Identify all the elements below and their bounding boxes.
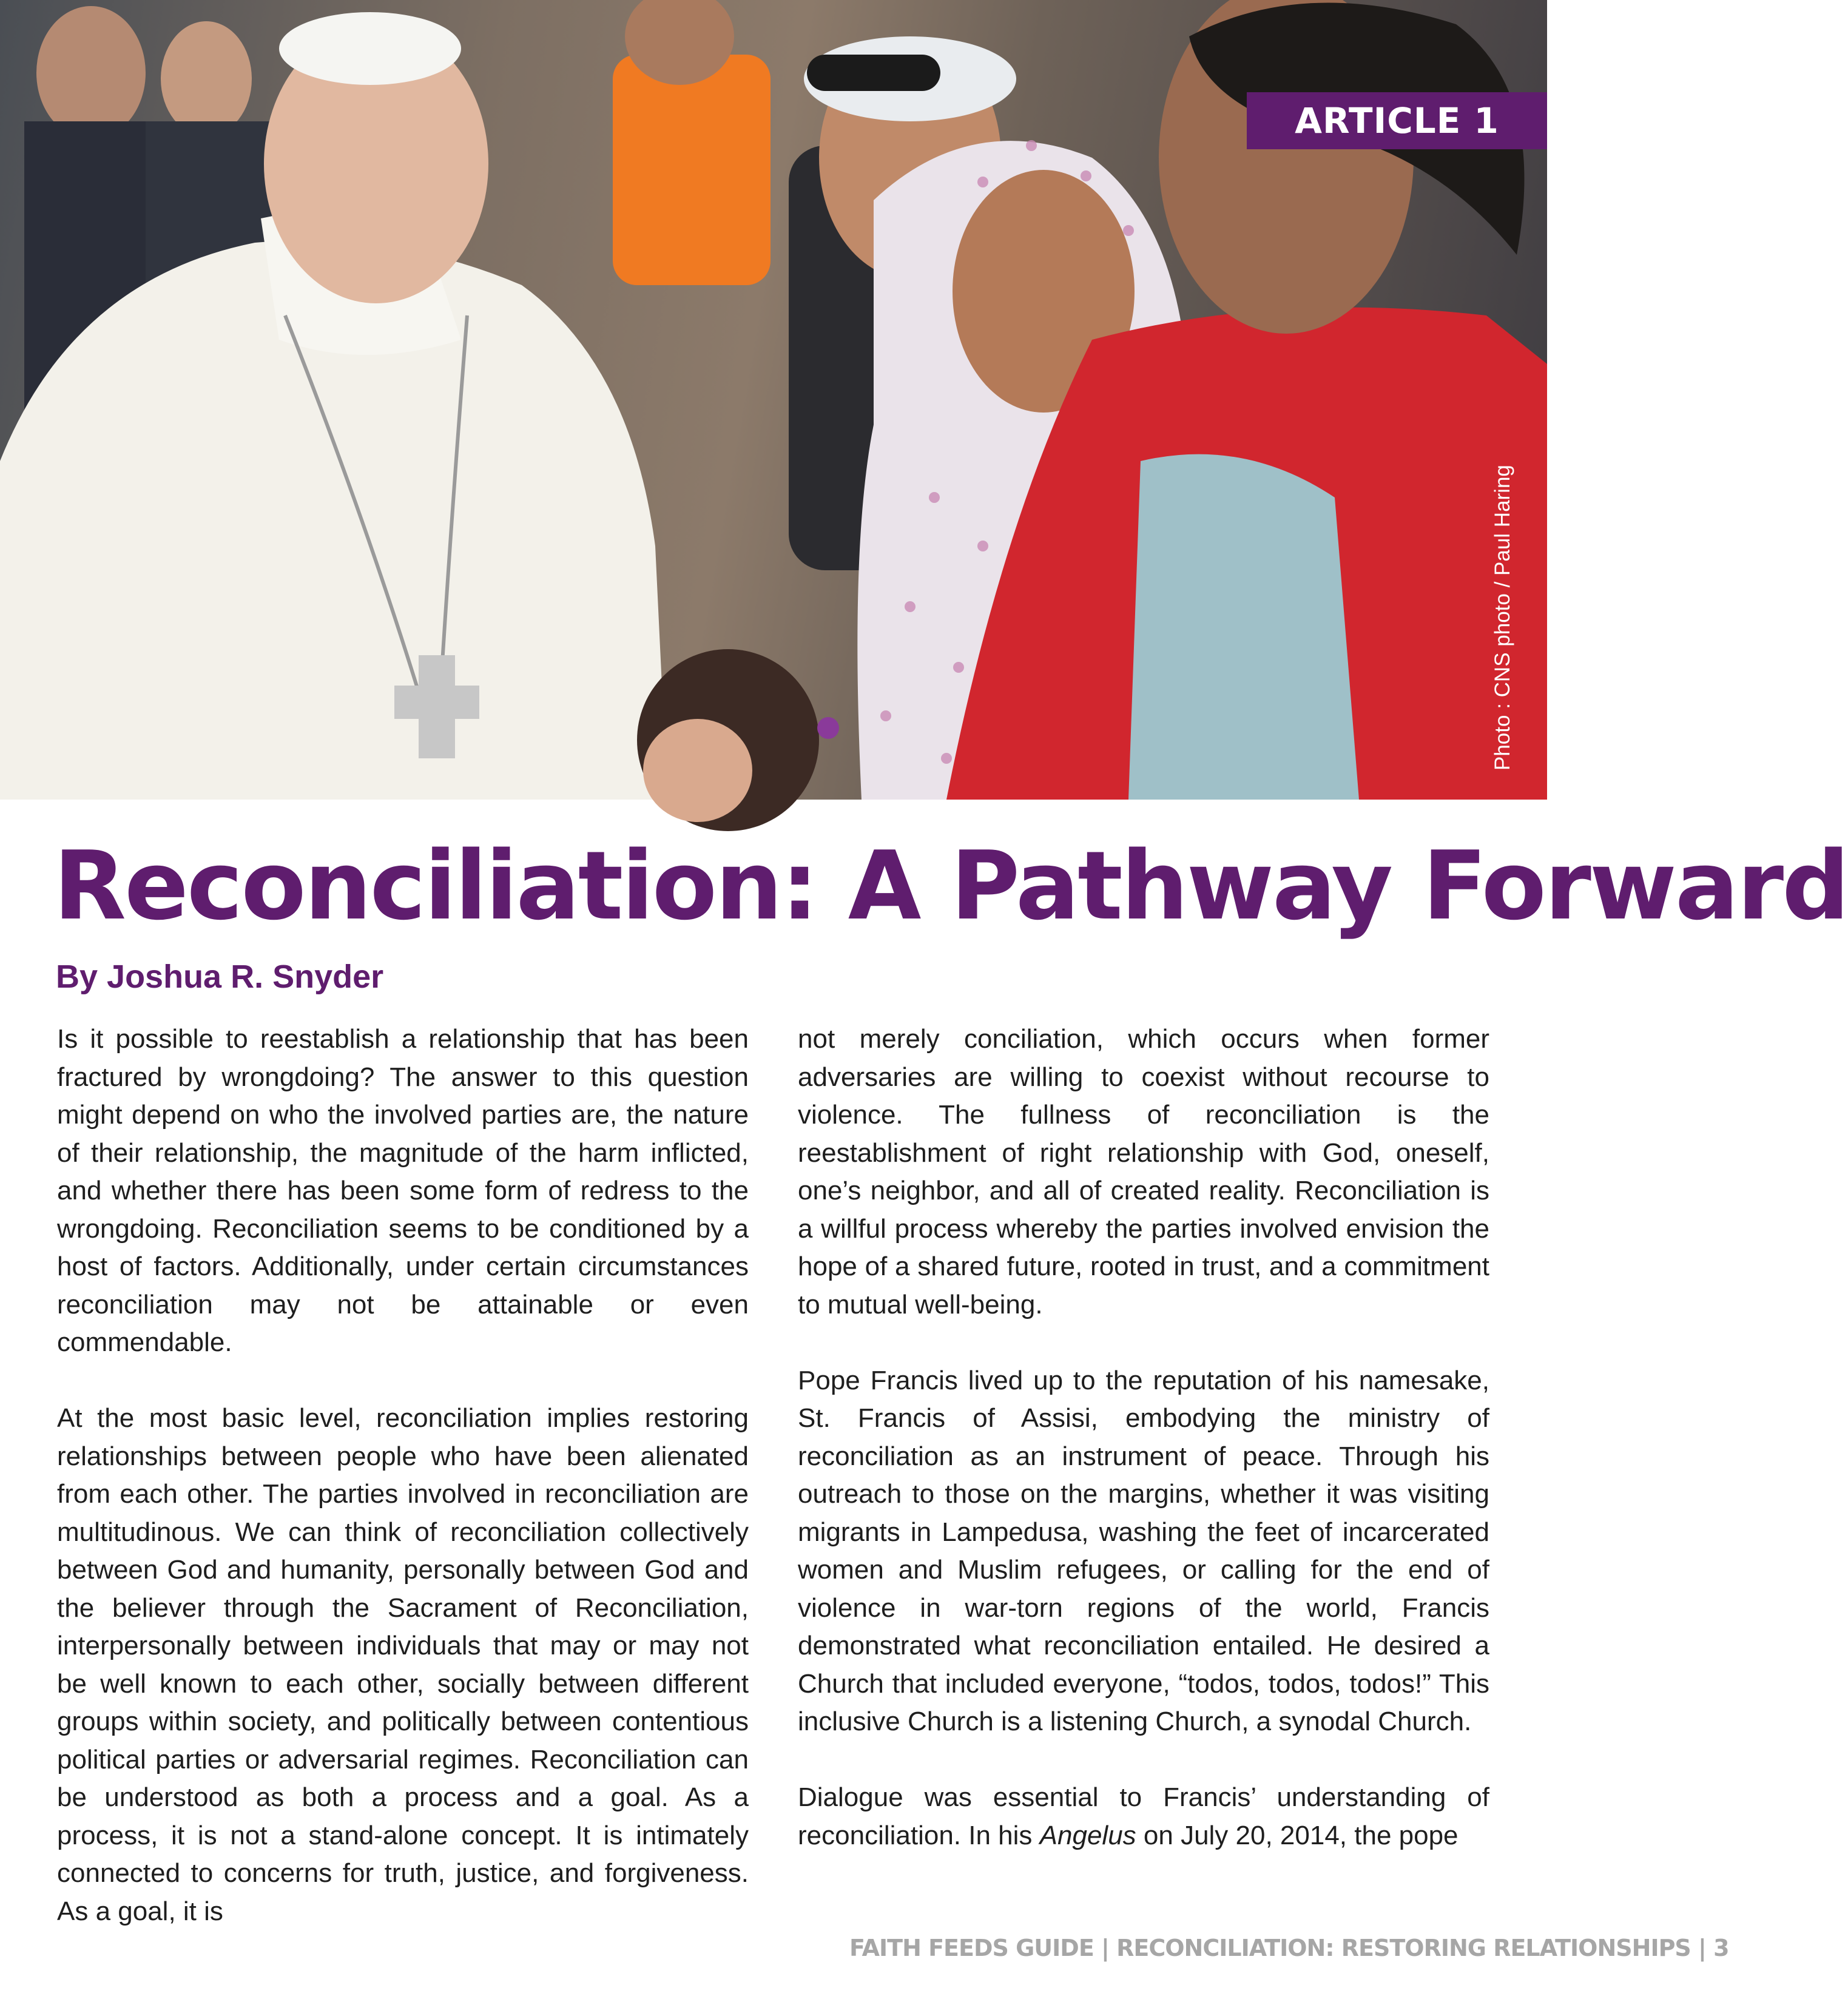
paragraph: [798, 1779, 1489, 1855]
photo-credit: Photo : CNS photo / Paul Haring: [1491, 465, 1514, 770]
article-byline: By Joshua R. Snyder: [56, 959, 384, 995]
paragraph: Pope Francis lived up to the reputation of his namesake, St. Francis of Assisi, embodying the ministry of reconciliation as an instrument of peace. Through his outreach to those on the margins, whether it was visiting migrants in Lampedusa, washing the feet of incarcerated women and Muslim refugees, or calling for the end of violence in war-torn regions of the world, Francis demonstrated what reconciliation entailed. He desired a Church that included everyone, “todos, todos, todos!” This inclusive Church is a listening Church, a synodal Church.: [798, 1365, 1489, 1736]
publication-title: Angelus: [1039, 1820, 1136, 1850]
paragraph-text: on July 20, 2014, the pope: [1136, 1820, 1459, 1850]
paragraph-text: Dialogue was essential to Francis’ understanding of reconciliation. In his: [798, 1782, 1489, 1850]
paragraph: not merely conciliation, which occurs when former adversaries are willing to coexist without recourse to violence. The fullness of reconciliation is the reestablishment of right relationship with God, oneself, one’s neighbor, and all of created reality. Reconciliation is a willful process whereby the parties involved envision the hope of a shared future, rooted in trust, and a commitment to mutual well-being.: [798, 1024, 1489, 1320]
paragraph: At the most basic level, reconciliation implies restoring relationships between people who have been alienated from each other. The parties involved in reconciliation are multitudinous. We can think of reconciliation collectively between God and humanity, personally between God and the believer through the Sacrament of Reconciliation, interpersonally between individuals that may or may not be well known to each other, socially between different groups within society, and politically between contentious political parties or adversarial regimes. Reconciliation can be understood as both a process and a goal. As a process, it is not a stand-alone concept. It is intimately connected to concerns for truth, justice, and forgiveness. As a goal, it is: [57, 1403, 749, 1926]
article-column-left: [57, 1020, 749, 1930]
paragraph: Is it possible to reestablish a relationship that has been fractured by wrongdoing? The answer to this question might depend on who the involved parties are, the nature of their relationship, the magnitude of the harm inflicted, and whether there has been some form of redress to the wrongdoing. Reconciliation seems to be conditioned by a host of factors. Additionally, under certain circumstances reconciliation may not be attainable or even commendable.: [57, 1024, 749, 1357]
article-title: Reconciliation: A Pathway Forward: [53, 831, 1848, 941]
page-footer: FAITH FEEDS GUIDE | RECONCILIATION: RESTORING RELATIONSHIPS | 3: [849, 1935, 1729, 1961]
article-column-right: [798, 1020, 1489, 1855]
article-number-badge: ARTICLE 1: [1247, 92, 1547, 149]
